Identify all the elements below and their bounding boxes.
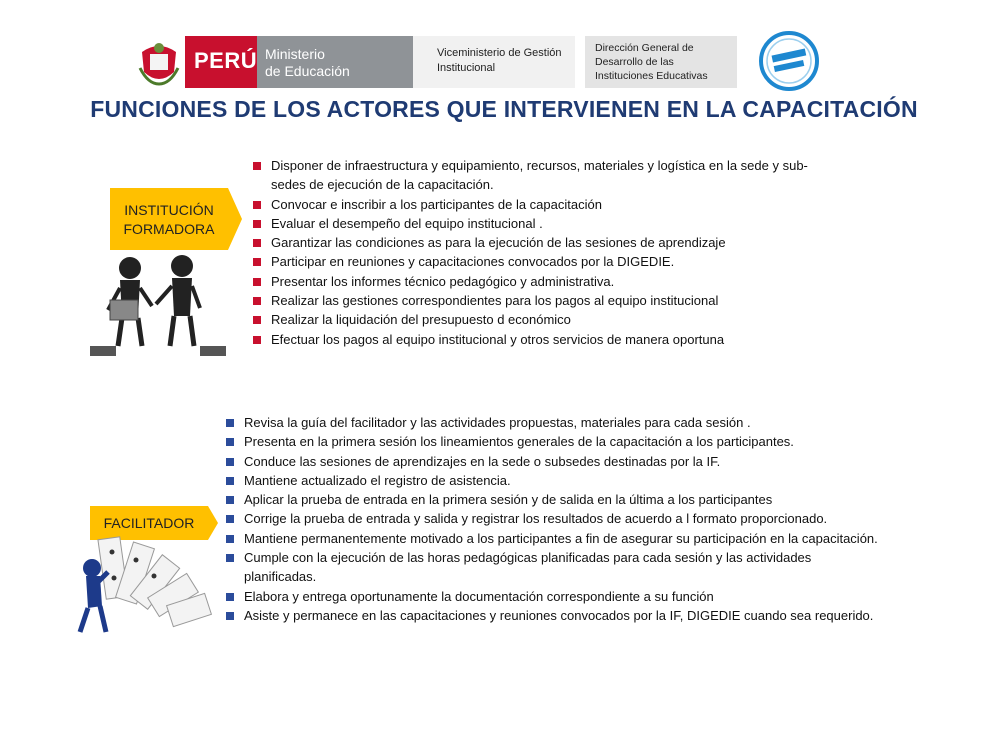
education-campaign-logo-icon bbox=[758, 30, 820, 92]
list-item: Presenta en la primera sesión los lineamientos generales de la capacitación a los participantes. bbox=[226, 432, 886, 451]
facilitator-functions-list bbox=[226, 413, 886, 625]
list-item: Convocar e inscribir a los participantes de la capacitación bbox=[253, 195, 813, 214]
institution-functions-list bbox=[253, 156, 813, 349]
list-item: Efectuar los pagos al equipo institucional y otros servicios de manera oportuna bbox=[253, 330, 813, 349]
peru-flag-block bbox=[185, 36, 257, 88]
list-item: Realizar las gestiones correspondientes para los pagos al equipo institucional bbox=[253, 291, 813, 310]
list-item: Disponer de infraestructura y equipamiento, recursos, materiales y logística en la sede y sub-sedes de ejecución de la capacitación. bbox=[253, 156, 813, 195]
viceministry-block: Viceministerio de Gestión Institucional bbox=[413, 36, 575, 88]
list-item: Asiste y permanece en las capacitaciones y reuniones convocados por la IF, DIGEDIE cuando sea requerido. bbox=[226, 606, 886, 625]
facilitator-label: FACILITADOR bbox=[90, 506, 208, 540]
list-item: Participar en reuniones y capacitaciones convocados por la DIGEDIE. bbox=[253, 252, 813, 271]
ministry-banner bbox=[185, 36, 413, 88]
list-item: Revisa la guía del facilitador y las actividades propuestas, materiales para cada sesión . bbox=[226, 413, 886, 432]
meeting-figures-icon bbox=[80, 248, 230, 376]
institution-label: INSTITUCIÓN FORMADORA bbox=[110, 188, 228, 250]
list-item: Elabora y entrega oportunamente la documentación correspondiente a su función bbox=[226, 587, 886, 606]
ministry-name: Ministerio de Educación bbox=[265, 46, 350, 79]
list-item: Aplicar la prueba de entrada en la primera sesión y de salida en la última a los participantes bbox=[226, 490, 886, 509]
list-item: Cumple con la ejecución de las horas pedagógicas planificadas para cada sesión y las actividades planificadas. bbox=[226, 548, 886, 587]
list-item: Presentar los informes técnico pedagógico y administrativa. bbox=[253, 272, 813, 291]
peru-coat-of-arms-icon bbox=[138, 38, 180, 86]
list-item: Garantizar las condiciones as para la ejecución de las sesiones de aprendizaje bbox=[253, 233, 813, 252]
page-title: FUNCIONES DE LOS ACTORES QUE INTERVIENEN EN LA CAPACITACIÓN bbox=[90, 96, 918, 122]
peru-label: PERÚ bbox=[194, 48, 258, 73]
list-item: Realizar la liquidación del presupuesto d económico bbox=[253, 310, 813, 329]
direction-block: Dirección General de Desarrollo de las Instituciones Educativas bbox=[585, 36, 737, 88]
list-item: Mantiene actualizado el registro de asistencia. bbox=[226, 471, 886, 490]
domino-figure-icon bbox=[62, 528, 212, 640]
list-item: Conduce las sesiones de aprendizajes en la sede o subsedes destinadas por la IF. bbox=[226, 452, 886, 471]
list-item: Corrige la prueba de entrada y salida y registrar los resultados de acuerdo a l formato proporcionado. bbox=[226, 509, 886, 528]
list-item: Evaluar el desempeño del equipo institucional . bbox=[253, 214, 813, 233]
list-item: Mantiene permanentemente motivado a los participantes a fin de asegurar su participación en la capacitación. bbox=[226, 529, 886, 548]
